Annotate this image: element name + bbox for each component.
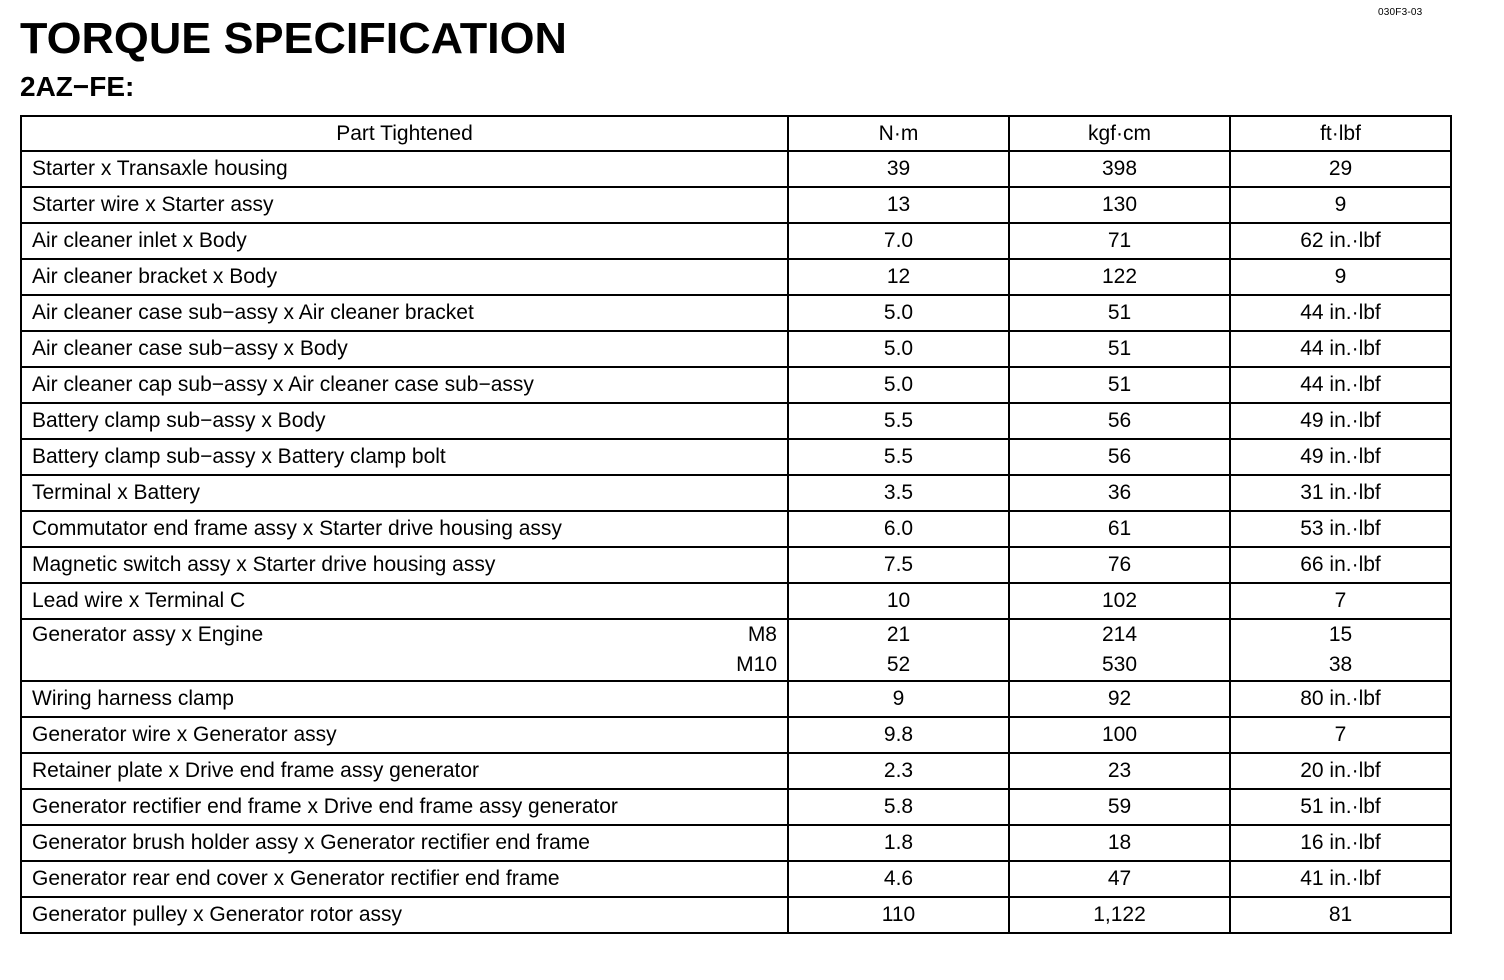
ft-cell: 31 in.·lbf <box>1230 475 1451 511</box>
torque-spec-table <box>20 115 1452 934</box>
ft-cell: 41 in.·lbf <box>1230 861 1451 897</box>
nm-cell: 12 <box>788 259 1009 295</box>
kgf-cell: 122 <box>1009 259 1230 295</box>
kgf-cell: 102 <box>1009 583 1230 619</box>
engine-subtitle: 2AZ−FE: <box>20 71 135 102</box>
part-cell: Commutator end frame assy x Starter drive housing assy <box>21 511 788 547</box>
part-cell: Battery clamp sub−assy x Battery clamp bolt <box>21 439 788 475</box>
header-ftlbf: ft·lbf <box>1230 116 1451 151</box>
part-cell: Magnetic switch assy x Starter drive housing assy <box>21 547 788 583</box>
nm-cell: 110 <box>788 897 1009 933</box>
ft-value-m8: 15 <box>1328 623 1353 646</box>
nm-cell: 2.3 <box>788 753 1009 789</box>
table-row <box>21 861 1451 897</box>
ft-cell: 20 in.·lbf <box>1230 753 1451 789</box>
page-title: TORQUE SPECIFICATION <box>20 14 567 63</box>
nm-cell <box>788 619 1009 681</box>
nm-cell: 7.5 <box>788 547 1009 583</box>
bolt-size-m8: M8 <box>747 623 777 646</box>
table-row <box>21 475 1451 511</box>
part-cell: Starter wire x Starter assy <box>21 187 788 223</box>
table-row <box>21 897 1451 933</box>
ft-cell <box>1230 619 1451 681</box>
part-cell: Air cleaner cap sub−assy x Air cleaner case sub−assy <box>21 367 788 403</box>
part-cell: Terminal x Battery <box>21 475 788 511</box>
kgf-cell: 61 <box>1009 511 1230 547</box>
header-kgfcm: kgf·cm <box>1009 116 1230 151</box>
header-part-tightened: Part Tightened <box>21 116 788 151</box>
nm-value-m8: 21 <box>886 623 911 646</box>
ft-cell: 9 <box>1230 187 1451 223</box>
ft-cell: 62 in.·lbf <box>1230 223 1451 259</box>
nm-cell: 13 <box>788 187 1009 223</box>
part-cell: Wiring harness clamp <box>21 681 788 717</box>
kgf-cell: 36 <box>1009 475 1230 511</box>
nm-cell: 3.5 <box>788 475 1009 511</box>
header-nm: N·m <box>788 116 1009 151</box>
ft-cell: 53 in.·lbf <box>1230 511 1451 547</box>
kgf-cell: 56 <box>1009 403 1230 439</box>
table-row <box>21 511 1451 547</box>
nm-cell: 5.0 <box>788 295 1009 331</box>
table-row <box>21 681 1451 717</box>
bolt-sizes <box>736 620 777 680</box>
kgf-cell: 71 <box>1009 223 1230 259</box>
part-cell: Generator pulley x Generator rotor assy <box>21 897 788 933</box>
table-row <box>21 825 1451 861</box>
ft-cell: 29 <box>1230 151 1451 187</box>
nm-cell: 5.8 <box>788 789 1009 825</box>
table-row <box>21 223 1451 259</box>
ft-cell: 7 <box>1230 583 1451 619</box>
kgf-cell: 51 <box>1009 367 1230 403</box>
nm-cell: 9 <box>788 681 1009 717</box>
part-cell: Starter x Transaxle housing <box>21 151 788 187</box>
nm-cell: 7.0 <box>788 223 1009 259</box>
kgf-cell: 51 <box>1009 295 1230 331</box>
ft-cell: 66 in.·lbf <box>1230 547 1451 583</box>
part-cell: Retainer plate x Drive end frame assy generator <box>21 753 788 789</box>
ft-value-m10: 38 <box>1328 653 1353 676</box>
kgf-cell: 76 <box>1009 547 1230 583</box>
kgf-cell: 23 <box>1009 753 1230 789</box>
ft-cell: 44 in.·lbf <box>1230 331 1451 367</box>
document-code: 030F3-03 <box>1378 7 1423 18</box>
nm-cell: 5.0 <box>788 367 1009 403</box>
kgf-cell: 130 <box>1009 187 1230 223</box>
table-row <box>21 753 1451 789</box>
ft-cell: 49 in.·lbf <box>1230 403 1451 439</box>
nm-cell: 4.6 <box>788 861 1009 897</box>
ft-cell: 51 in.·lbf <box>1230 789 1451 825</box>
part-cell: Air cleaner bracket x Body <box>21 259 788 295</box>
nm-cell: 1.8 <box>788 825 1009 861</box>
nm-cell: 5.5 <box>788 403 1009 439</box>
table-row <box>21 789 1451 825</box>
table-row <box>21 403 1451 439</box>
nm-cell: 10 <box>788 583 1009 619</box>
ft-cell: 81 <box>1230 897 1451 933</box>
table-row <box>21 187 1451 223</box>
nm-cell: 9.8 <box>788 717 1009 753</box>
ft-cell: 80 in.·lbf <box>1230 681 1451 717</box>
part-cell: Generator wire x Generator assy <box>21 717 788 753</box>
kgf-cell: 398 <box>1009 151 1230 187</box>
kgf-cell: 1,122 <box>1009 897 1230 933</box>
table-row-generator <box>21 619 1451 681</box>
ft-cell: 9 <box>1230 259 1451 295</box>
kgf-cell <box>1009 619 1230 681</box>
table-row <box>21 259 1451 295</box>
kgf-cell: 56 <box>1009 439 1230 475</box>
ft-cell: 7 <box>1230 717 1451 753</box>
kgf-cell: 51 <box>1009 331 1230 367</box>
ft-cell: 49 in.·lbf <box>1230 439 1451 475</box>
kgf-cell: 59 <box>1009 789 1230 825</box>
kgf-value-m8: 214 <box>1101 623 1138 646</box>
table-row <box>21 583 1451 619</box>
nm-cell: 6.0 <box>788 511 1009 547</box>
ft-cell: 16 in.·lbf <box>1230 825 1451 861</box>
table-row <box>21 331 1451 367</box>
table-row <box>21 717 1451 753</box>
part-cell: Air cleaner inlet x Body <box>21 223 788 259</box>
table-row <box>21 547 1451 583</box>
part-cell: Air cleaner case sub−assy x Air cleaner bracket <box>21 295 788 331</box>
table-row <box>21 295 1451 331</box>
kgf-value-m10: 530 <box>1101 653 1138 676</box>
part-cell: Generator rectifier end frame x Drive end frame assy generator <box>21 789 788 825</box>
ft-cell: 44 in.·lbf <box>1230 295 1451 331</box>
nm-cell: 5.0 <box>788 331 1009 367</box>
part-cell: Air cleaner case sub−assy x Body <box>21 331 788 367</box>
part-cell: Generator rear end cover x Generator rectifier end frame <box>21 861 788 897</box>
nm-cell: 39 <box>788 151 1009 187</box>
ft-cell: 44 in.·lbf <box>1230 367 1451 403</box>
kgf-cell: 100 <box>1009 717 1230 753</box>
nm-cell: 5.5 <box>788 439 1009 475</box>
kgf-cell: 18 <box>1009 825 1230 861</box>
kgf-cell: 92 <box>1009 681 1230 717</box>
part-cell: Lead wire x Terminal C <box>21 583 788 619</box>
part-cell <box>21 619 788 681</box>
table-row <box>21 367 1451 403</box>
table-row <box>21 151 1451 187</box>
bolt-size-m10: M10 <box>736 653 777 676</box>
nm-value-m10: 52 <box>886 653 911 676</box>
generator-part-label: Generator assy x Engine <box>32 623 264 646</box>
kgf-cell: 47 <box>1009 861 1230 897</box>
part-cell: Battery clamp sub−assy x Body <box>21 403 788 439</box>
part-cell: Generator brush holder assy x Generator rectifier end frame <box>21 825 788 861</box>
table-row <box>21 439 1451 475</box>
table-header-row <box>21 116 1451 151</box>
